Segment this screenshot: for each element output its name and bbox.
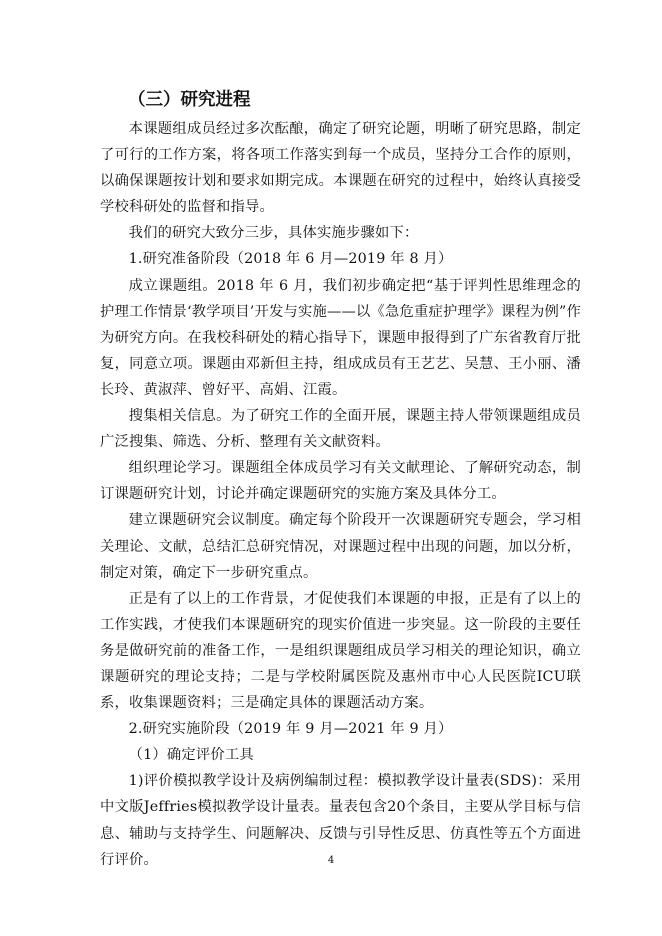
paragraph-collect-info: 搜集相关信息。为了研究工作的全面开展，课题主持人带领课题组成员广泛搜集、筛选、分析、整理有关文献资料。 bbox=[100, 408, 581, 451]
paragraph-form-group: 成立课题组。2018 年 6 月，我们初步确定把“基于评判性思维理念的护理工作情景‘教学项目’开发与实施——以《急危重症护理学》课程为例”作为研究方向。在我校科研处的精心指导下，课题申报得到了广东省教育厅批复，同意立项。课题由邓新但主持，组成成员有王艺艺、吴慧、王小丽、潘长玲、黄淑萍、曾好平、高娟、江霞。 bbox=[100, 277, 581, 398]
subheading-evaluation-tools: （1）确定评价工具 bbox=[128, 747, 254, 764]
paragraph-meeting-system: 建立课题研究会议制度。确定每个阶段开一次课题研究专题会，学习相关理论、文献，总结汇总研究情况，对课题过程中出现的问题，加以分析，制定对策，确定下一步研究重点。 bbox=[100, 512, 581, 581]
stage-1-heading: 1.研究准备阶段（2018 年 6 月—2019 年 8 月） bbox=[128, 251, 453, 268]
stage-2-heading: 2.研究实施阶段（2019 年 9 月—2021 年 9 月） bbox=[128, 721, 453, 738]
paragraph-theory-study: 组织理论学习。课题组全体成员学习有关文献理论、了解研究动态，制订课题研究计划，讨论并确定课题研究的实施方案及具体分工。 bbox=[100, 460, 581, 503]
paragraph-steps: 我们的研究大致分三步，具体实施步骤如下： bbox=[128, 225, 419, 242]
paragraph-background: 正是有了以上的工作背景，才促使我们本课题的申报，正是有了以上的工作实践，才使我们本课题研究的现实价值进一步突显。这一阶段的主要任务是做研究前的准备工作，一是组织课题组成员学习相关的理论知识，确立课题研究的理论支持；二是与学校附属医院及惠州市中心人民医院ICU联系，收集课题资料；三是确定具体的课题活动方案。 bbox=[100, 590, 581, 712]
page-number: 4 bbox=[327, 855, 335, 866]
section-heading: （三）研究进程 bbox=[128, 90, 251, 110]
document-page bbox=[100, 86, 581, 873]
paragraph-sds: 1)评价模拟教学设计及病例编制过程：模拟教学设计量表(SDS)：采用中文版Jeffries模拟教学设计量表。量表包含20个条目，主要从学目标与信息、辅助与支持学生、问题解决、反馈与引导性反思、仿真性等五个方面进行评价。 bbox=[100, 773, 581, 868]
paragraph-intro: 本课题组成员经过多次酝酿，确定了研究论题，明晰了研究思路，制定了可行的工作方案，将各项工作落实到每一个成员，坚持分工合作的原则，以确保课题按计划和要求如期完成。本课题在研究的过程中，始终认真接受学校科研处的监督和指导。 bbox=[100, 121, 581, 216]
